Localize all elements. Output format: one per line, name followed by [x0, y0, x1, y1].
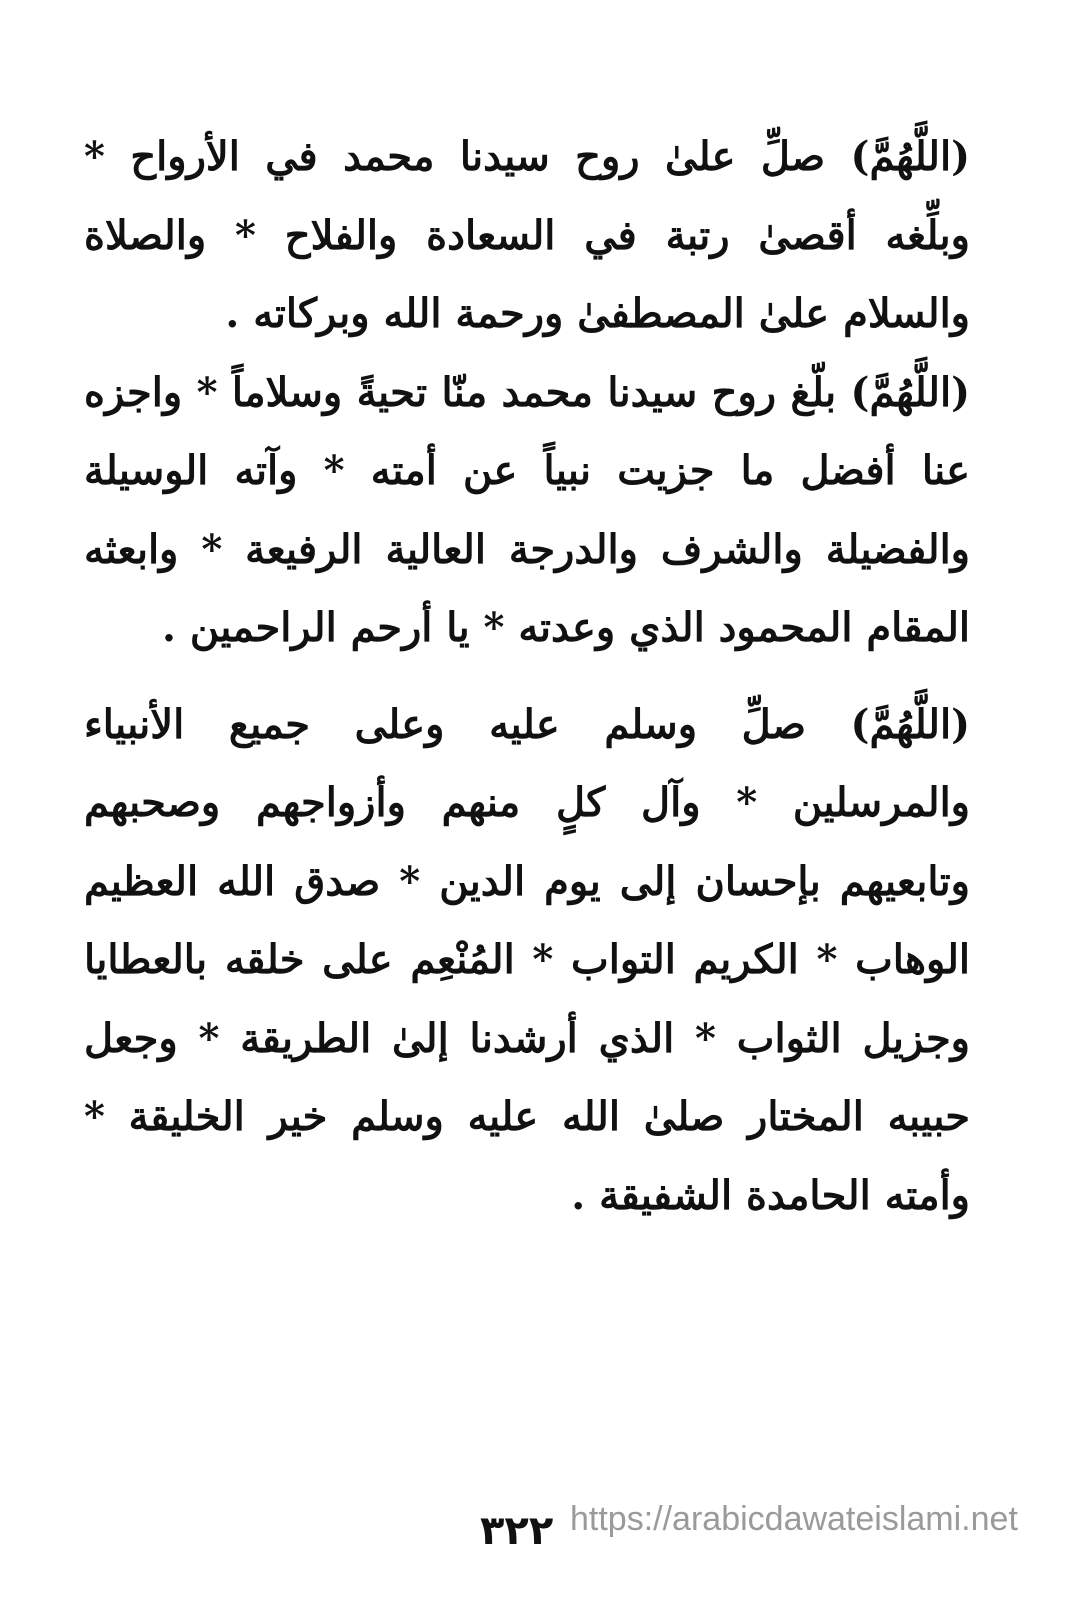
- watermark-url: https://arabicdawateislami.net: [570, 1500, 1018, 1538]
- page-body: [84, 118, 970, 1235]
- paragraph-1: (اللَّهُمَّ) صلِّ علىٰ روح سيدنا محمد في الأرواح * وبلِّغه أقصىٰ رتبة في السعادة والفلاح * والصلاة والسلام علىٰ المصطفىٰ ورحمة الله وبركاته .: [84, 133, 970, 337]
- paragraph-3: (اللَّهُمَّ) صلِّ وسلم عليه وعلى جميع الأنبياء والمرسلين * وآل كلٍ منهم وأزواجهم وصحبهم وتابعيهم بإحسان إلى يوم الدين * صدق الله العظيم الوهاب * الكريم التواب * المُنْعِم على خلقه بالعطايا وجزيل الثواب * الذي أرشدنا إلىٰ الطريقة * وجعل حبيبه المختار صلىٰ الله عليه وسلم خير الخليقة * وأمته الحامدة الشفيقة .: [84, 700, 970, 1219]
- page-footer: [0, 1500, 1080, 1560]
- page-number: ٣٢٢: [480, 1508, 554, 1554]
- paragraph-2: (اللَّهُمَّ) بلّغ روح سيدنا محمد منّا تحيةً وسلاماً * واجزه عنا أفضل ما جزيت نبياً عن أمته * وآته الوسيلة والفضيلة والشرف والدرجة العالية الرفيعة * وابعثه المقام المحمود الذي وعدته * يا أرحم الراحمين .: [84, 368, 970, 651]
